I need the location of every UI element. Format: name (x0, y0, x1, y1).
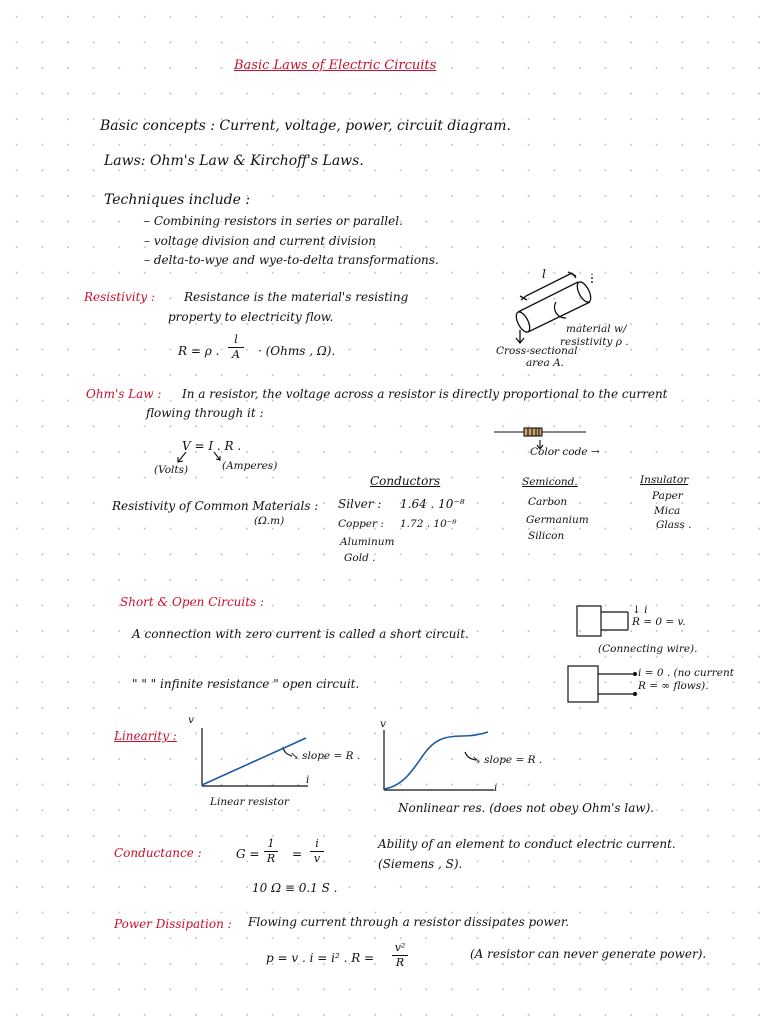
conductance-description-2: (Siemens , S). (378, 857, 463, 871)
conductor-name: Gold . (344, 552, 376, 564)
open-equation-1: i = 0 . (no current (638, 667, 734, 679)
conductor-value: 1.64 . 10⁻⁸ (400, 497, 465, 511)
power-formula: p = v . i = i² . R = (266, 951, 375, 965)
linear-caption: Linear resistor (210, 796, 289, 808)
techniques-heading: Techniques include : (104, 192, 251, 208)
fraction-denominator: v (313, 852, 321, 865)
basic-concepts-line: Basic concepts : Current, voltage, power, circuit diagram. (100, 118, 511, 134)
power-fraction (392, 942, 408, 969)
fraction-numerator: l (234, 333, 238, 346)
short-circuit-text: A connection with zero current is called a short circuit. (132, 627, 469, 641)
materials-heading: Resistivity of Common Materials : (112, 499, 319, 513)
insulator-heading: Insulator (640, 474, 689, 486)
v-axis-label: v (188, 714, 194, 726)
fraction-denominator: A (232, 348, 240, 361)
conductance-label: Conductance : (114, 846, 202, 860)
short-note: (Connecting wire). (598, 643, 698, 655)
conductor-name: Aluminum (340, 536, 395, 548)
short-current-label: ↓ i (632, 604, 648, 616)
i-axis-label: i (494, 782, 498, 794)
laws-line: Laws: Ohm's Law & Kirchoff's Laws. (104, 153, 364, 169)
volts-label: (Volts) (154, 464, 189, 476)
technique-item: – Combining resistors in series or parallel. (144, 214, 403, 228)
power-text: Flowing current through a resistor dissipates power. (248, 915, 570, 929)
semiconductor-name: Carbon (528, 496, 568, 508)
amperes-label: (Amperes) (222, 460, 278, 472)
fraction-numerator: v² (394, 941, 406, 954)
materials-units: (Ω.m) (254, 515, 285, 527)
i-axis-label: i (306, 774, 310, 786)
resistivity-label: Resistivity : (84, 290, 156, 304)
color-code-label: Color code → (530, 446, 600, 458)
diagram-material-label: resistivity ρ . (560, 336, 629, 348)
power-note: (A resistor can never generate power). (470, 947, 707, 961)
conductance-description-1: Ability of an element to conduct electric current. (378, 837, 676, 851)
conductors-heading: Conductors (370, 474, 441, 488)
open-circuit-text: " " " infinite resistance " open circuit. (132, 677, 360, 691)
ohms-law-line-1: In a resistor, the voltage across a resistor is directly proportional to the current (182, 387, 668, 401)
diagram-cross-label: Cross-sectional (496, 345, 578, 357)
fraction-numerator: 1 (267, 837, 275, 850)
short-equation: R = 0 = v. (632, 616, 686, 628)
conductance-fraction-2 (310, 838, 324, 865)
v-axis-label: v (380, 718, 386, 730)
fraction-numerator: i (315, 837, 319, 850)
short-open-label: Short & Open Circuits : (120, 595, 265, 609)
fraction-denominator: R (266, 852, 276, 865)
ohms-law-label: Ohm's Law : (86, 387, 162, 401)
power-label: Power Dissipation : (114, 917, 232, 931)
page-title: Basic Laws of Electric Circuits (234, 58, 437, 73)
resistivity-line-1: Resistance is the material's resisting (184, 290, 409, 304)
conductance-fraction-1 (264, 838, 278, 865)
ohms-law-line-2: flowing through it : (146, 406, 264, 420)
insulator-name: Paper (652, 490, 683, 502)
diagram-cross-label: area A. (526, 357, 565, 369)
technique-item: – voltage division and current division (144, 234, 376, 248)
linear-slope-label: ↘ slope = R . (290, 750, 361, 762)
insulator-name: Mica (654, 505, 681, 517)
semiconductor-name: Germanium (526, 514, 589, 526)
open-equation-2: R = ∞ flows). (638, 680, 709, 692)
conductor-value: 1.72 . 10⁻⁸ (400, 518, 457, 530)
technique-item: – delta-to-wye and wye-to-delta transformations. (144, 253, 439, 267)
resistivity-fraction (228, 334, 244, 361)
nonlinear-caption: Nonlinear res. (does not obey Ohm's law). (398, 801, 655, 815)
semiconductor-name: Silicon (528, 530, 565, 542)
conductance-g: G = (236, 847, 260, 861)
diagram-material-label: material w/ (566, 323, 627, 335)
conductor-name: Silver : (338, 497, 382, 511)
resistivity-line-2: property to electricity flow. (168, 310, 334, 324)
nonlinear-slope-label: ↘ slope = R . (472, 754, 543, 766)
fraction-denominator: R (395, 956, 405, 969)
linearity-label: Linearity : (114, 729, 177, 743)
resistivity-formula-lhs: R = ρ . (178, 344, 220, 358)
conductance-example: 10 Ω ≡ 0.1 S . (252, 881, 338, 895)
resistivity-units: · (Ohms , Ω). (258, 344, 336, 358)
insulator-name: Glass . (656, 519, 692, 531)
diagram-length-label: l (542, 267, 546, 281)
semicond-heading: Semicond. (522, 476, 578, 488)
ohms-law-formula: V = I . R . (182, 439, 242, 453)
conductor-name: Copper : (338, 518, 384, 530)
conductance-equals: = (292, 847, 303, 861)
